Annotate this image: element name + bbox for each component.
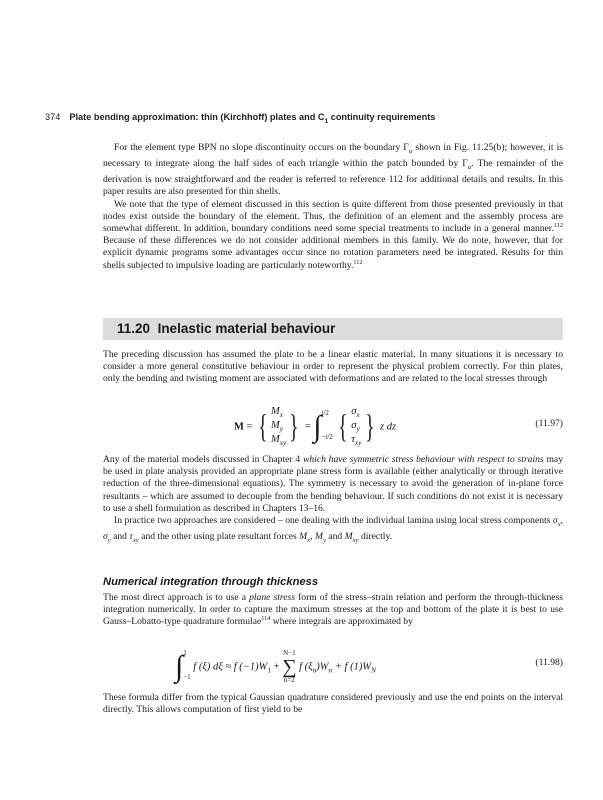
eq2-term-sub: n (312, 665, 317, 675)
eq2-last-term: + f (1)W (332, 661, 372, 673)
para5-var-2: σ (103, 531, 108, 543)
para4-text-b: may be used in plate analysis provided an appropriate plane stress form is available (either analytically or through iterative reduction of the three-dimensional equations). The symmetry is necessary to avoid the generation of in-plane force resultants – which are assumed to decouple from the bending behaviour. If such conditions do not exist it is necessary to use a shell formulation as described in Chapters 13–16. (103, 454, 563, 514)
para5-var-5-sub: y (322, 537, 326, 545)
para5-var-4-sub: x (307, 537, 311, 545)
eq1-m3-sub: xy (279, 438, 287, 448)
eq2-upper-limit: 1 (183, 649, 187, 657)
section-number: 11.20 (117, 321, 151, 336)
eq2-limits (183, 641, 190, 689)
eq1-m1-sub: x (279, 409, 283, 419)
para5-text-b: , (560, 515, 563, 527)
eq1-m1: M (270, 405, 280, 417)
running-title-subscript: 1 (324, 117, 329, 125)
section-heading-band (103, 318, 563, 340)
para6-text-c: where integrals are approximated by (270, 616, 413, 628)
para1-sub-a: α (408, 147, 413, 155)
eq1-tail: z dz (380, 421, 397, 433)
para5-var-1-sub: x (557, 520, 561, 528)
eq1-m3: M (270, 434, 280, 446)
eq1-m2: M (270, 419, 280, 431)
para6-emphasis: plane stress (249, 592, 295, 603)
para1-sub-b: α (467, 164, 472, 172)
para5-var-2-sub: y (107, 537, 111, 545)
equation-11-97-body: M = { $M_x$ $M_y$ $M_{xy}\} = \int t/2$ −t/2 { $\sigma_x$ $\sigma_y$ $\tau_{xy}$} z dz (234, 403, 396, 451)
section-heading (103, 318, 563, 340)
para6-text-b: form of the stress–strain relation and perform the through-thickness integration numerically. In order to capture the maximum stresses at the top and bottom of the plate it is best to use Gauss–Lobatto-type quadrature formulae (103, 592, 563, 628)
para5-text-g: directly. (358, 531, 393, 543)
para5-var-1: σ (552, 515, 558, 527)
para4-text-a: Any of the material models discussed in Chapter 4 (103, 454, 303, 465)
para2-text-b: Because of these differences we do not consider additional members in this family. We do note, however, that for explicit dynamic programs some advantages occur since no rotation parameters need be integrated. Results for thin shells subjected to impulsive loading are particularly noteworthy. (103, 235, 563, 271)
para5-text-e: , (310, 531, 315, 543)
eq2-sum-lower: n=2 (283, 676, 295, 684)
para2-ref-a: 112 (553, 221, 563, 229)
eq2-lower-limit: −1 (183, 673, 191, 681)
para5-var-6-sub: xy (352, 537, 359, 545)
eq1-brace-close-a: } (289, 408, 299, 445)
paragraph-5 (103, 515, 563, 547)
eq1-upper-limit: t/2 (321, 409, 329, 417)
para5-text-f: and (325, 531, 345, 543)
eq1-lhs: M (234, 421, 244, 433)
para5-text-c: and (110, 531, 130, 543)
eq2-last-sub: N (371, 665, 376, 675)
paragraph-4 (103, 454, 563, 515)
section-title: Inelastic material behaviour (157, 321, 336, 336)
text-block-middle (103, 454, 563, 547)
page-number: 374 (45, 112, 61, 122)
text-block-bottom (103, 692, 563, 716)
eq1-brace-open-a: { (258, 408, 268, 445)
eq2-term-weight: )W (316, 661, 329, 673)
eq1-m2-sub: y (279, 424, 283, 434)
para5-var-3-sub: xy (132, 537, 139, 545)
eq1-s1: σ (351, 405, 357, 417)
eq1-lower-limit: −t/2 (321, 433, 333, 441)
para5-text-d: and the other using plate resultant forces (138, 531, 300, 543)
eq1-integral-sign: ∫ (313, 410, 322, 443)
eq2-integral-sign: ∫ (175, 650, 184, 683)
para2-ref-b: 112 (353, 258, 363, 266)
para5-var-4: M (299, 531, 308, 543)
eq1-s2-sub: y (356, 424, 360, 434)
paragraph-1 (103, 142, 563, 199)
para1-text-b: shown in Fig. 11.25(b); however, it is necessary to integrate along the half sides of each triangle within the patch bounded by Γ (103, 142, 564, 170)
paragraph-7: These formula differ from the typical Gaussian quadrature considered previously and use the end points on the interval directly. This allows computation of first yield to be (103, 692, 563, 716)
paragraph-2 (103, 199, 563, 272)
eq1-stress-vector (351, 406, 361, 448)
eq1-brace-open-b: { (338, 408, 349, 445)
eq2-summation (282, 649, 296, 685)
para5-var-6: M (344, 531, 353, 543)
equation-number-11-98: (11.98) (535, 657, 563, 668)
eq1-s3-sub: xy (355, 438, 362, 448)
eq1-s3: τ (351, 434, 356, 446)
eq2-sigma: ∑ (282, 656, 297, 678)
eq2-w1-sub: 1 (267, 665, 272, 675)
eq2-plus: + (271, 661, 283, 673)
para1-text-c: . The remainder of the derivation is now straightforward and the reader is referred to reference 112 for additional details and results. In this paper results are also presented for thin shells. (103, 158, 563, 198)
running-header (45, 112, 565, 125)
equation-number-11-97: (11.97) (535, 418, 563, 429)
para6-text-a: The most direct approach is to use a (103, 592, 250, 603)
paragraph-3: The preceding discussion has assumed the plate to be a linear elastic material. In many situations it is necessary to consider a more general constitutive behaviour in order to represent the physical problem correctly. For thin plates, only the bending and twisting moment are associated with deformations and are related to the local stresses through (103, 349, 563, 385)
text-block-top (103, 142, 563, 272)
text-block-lower (103, 592, 563, 629)
para5-text-a: In practice two approaches are considered – one dealing with the individual lamina using local stress components (114, 515, 553, 527)
eq2-term: f (ξ (299, 661, 313, 673)
equation-11-98-body (175, 643, 376, 691)
para2-text-a: We note that the type of element discussed in this section is quite different from those presented previously in that nodes exist outside the boundary of the element. Thus, the definition of an element and the assembly process are somewhat different. In addition, boundary conditions need some special treatments to include in a general manner. (103, 198, 563, 235)
eq1-moment-vector (271, 406, 286, 448)
equation-11-97 (103, 403, 563, 449)
running-title-end: continuity requirements (328, 112, 436, 122)
text-block-section-intro (103, 349, 563, 386)
eq1-s2: σ (351, 419, 357, 431)
eq2-integrand: f (ξ) dξ ≈ f (−1)W (193, 661, 268, 673)
equation-11-98 (103, 643, 563, 685)
eq1-limits (321, 401, 332, 449)
para1-text-a: For the element type BPN no slope discontinuity occurs on the boundary Γ (114, 142, 409, 153)
eq1-brace-close-b: } (364, 408, 375, 445)
para5-var-3: τ (129, 531, 133, 543)
eq1-s1-sub: x (356, 409, 360, 419)
eq2-term-weight-sub: n (328, 665, 333, 675)
para4-emphasis: which have symmetric stress behaviour with respect to strains (302, 454, 544, 465)
paragraph-6 (103, 592, 563, 629)
para6-ref: 114 (261, 615, 271, 623)
running-title: Plate bending approximation: thin (Kirchhoff) plates and C (69, 112, 325, 122)
para5-var-5: M (314, 531, 323, 543)
subsection-heading: Numerical integration through thickness (103, 576, 319, 588)
eq2-sum-upper: N−1 (283, 649, 296, 657)
